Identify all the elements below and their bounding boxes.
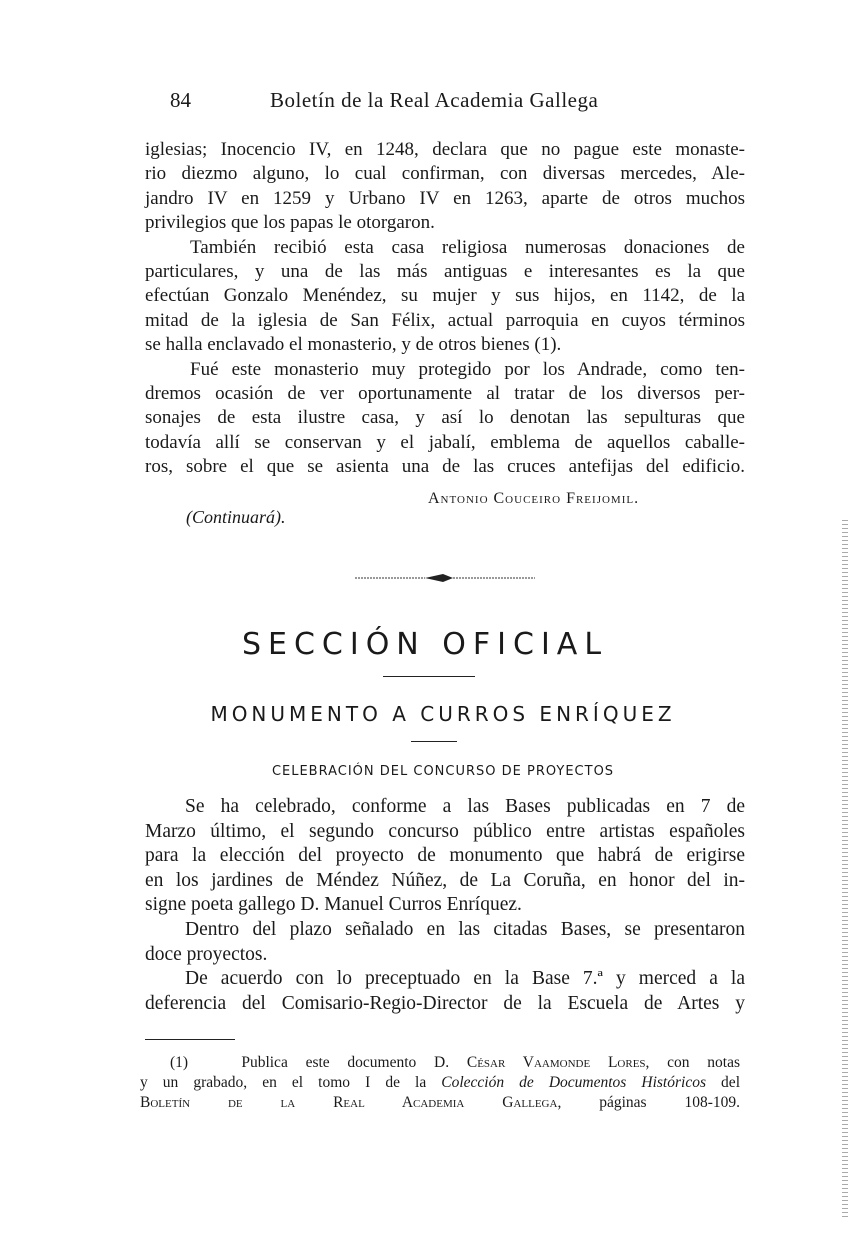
text-line: para la elección del proyecto de monumento que habrá de erigirse [145,845,745,867]
subsection-heading: CELEBRACIÓN DEL CONCURSO DE PROYECTOS [271,764,615,779]
text-line: se halla enclavado el monasterio, y de otros bienes (1). [145,334,562,356]
paragraph-3 [145,358,745,480]
footnote-text: , con notas [645,1054,740,1071]
footnote-line [140,1073,740,1093]
text-line: doce proyectos. [145,943,268,965]
text-line: Dentro del plazo señalado en las citadas Bases, se presentaron [185,918,745,940]
paragraph-2 [145,236,745,358]
text-line: particulares, y una de las más antiguas e interesantes es la que [145,261,745,283]
text-line: signe poeta gallego D. Manuel Curros Enríquez. [145,894,522,916]
text-line: deferencia del Comisario-Regio-Director de la Escuela de Artes y [145,992,745,1014]
publication-name: Boletín de la Real Academia Gallega [140,1094,558,1111]
volume-number: I [365,1074,371,1091]
author-signature: Antonio Couceiro Freijomil. [428,490,640,507]
text-line: ros, sobre el que se asienta una de las cruces antefijas del edificio. [145,456,745,478]
paragraph-5 [145,918,745,967]
text-line: mitad de la iglesia de San Félix, actual parroquia en cuyos términos [145,309,745,331]
footnote-line [140,1053,740,1073]
footnote [140,1053,740,1113]
text-line: efectúan Gonzalo Menéndez, su mujer y sus hijos, en 1142, de la [145,285,745,307]
ornament-divider [355,572,535,584]
footnote-text: del [706,1074,740,1091]
page-number: 84 [170,88,191,112]
text-line: Se ha celebrado, conforme a las Bases publicadas en 7 de [185,796,745,817]
text-line: privilegios que los papas le otorgaron. [145,212,435,234]
title-rule [383,676,475,677]
text-line: También recibió esta casa religiosa numerosas donaciones de [190,236,745,258]
footnote-rule [145,1039,235,1040]
author-name: César Vaamonde Lores [466,1054,646,1071]
footnote-marker: (1) [170,1054,189,1071]
footnote-text: de la [370,1074,442,1091]
text-line: dremos ocasión de ver oportunamente al tratar de los diversos per- [145,383,745,405]
work-title: Colección de Documentos Históricos [441,1074,706,1091]
text-line: De acuerdo con lo preceptuado en la Base 7.ª y merced a la [185,968,745,990]
footnote-line [140,1093,740,1113]
page-header [170,88,650,118]
paragraph-1 [145,138,745,236]
footnote-text: Publica este documento D. [241,1054,467,1071]
article-text [145,138,745,480]
text-line: jandro IV en 1259 y Urbano IV en 1263, aparte de otros muchos [145,187,745,209]
subtitle-rule [411,741,457,742]
text-line: sonajes de esta ilustre casa, y así lo denotan las sepulturas que [145,407,745,429]
running-title: Boletín de la Real Academia Gallega [270,88,599,112]
footnote-text: y un grabado, en el tomo [140,1074,366,1091]
continued-note: (Continuará). [186,507,286,527]
section-title: SECCIÓN OFICIAL [241,627,609,662]
text-line: rio diezmo alguno, lo cual confirman, con diversas mercedes, Ale- [145,163,745,185]
text-line: en los jardines de Méndez Núñez, de La Coruña, en honor del in- [145,869,745,891]
section-subtitle: MONUMENTO A CURROS ENRÍQUEZ [210,702,676,726]
paragraph-6 [145,967,745,1016]
text-line: Marzo último, el segundo concurso público entre artistas españoles [145,820,745,842]
footnote-text: , páginas 108-109. [557,1094,740,1111]
official-text [145,795,745,1016]
text-line: Fué este monasterio muy protegido por los Andrade, como ten- [190,358,745,380]
paragraph-4 [145,795,745,918]
scanned-page-edge [842,520,848,1220]
text-line: iglesias; Inocencio IV, en 1248, declara que no pague este monaste- [145,139,745,160]
text-line: todavía allí se conservan y el jabalí, emblema de aquellos caballe- [145,431,745,453]
